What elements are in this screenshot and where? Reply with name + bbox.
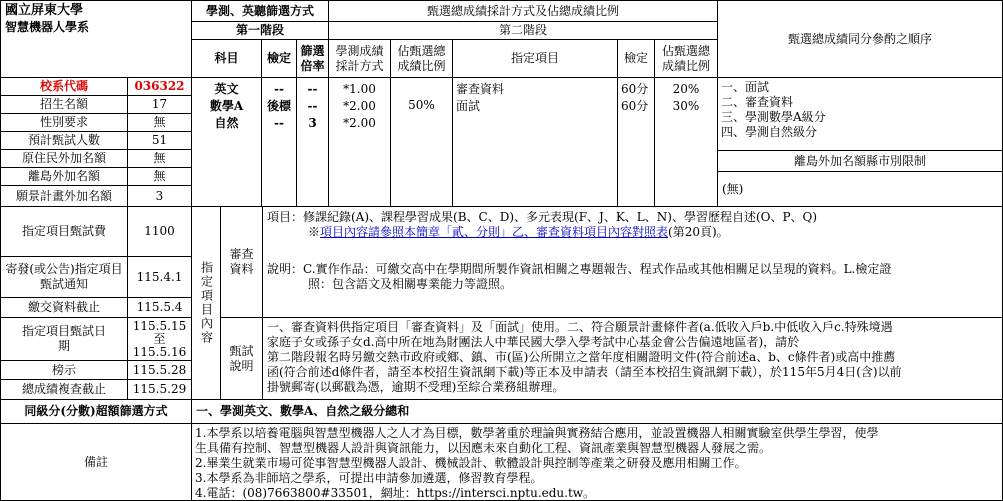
col-pct: 佔甄選總成績比例 xyxy=(390,39,453,78)
col-ratio: 篩選倍率 xyxy=(296,39,329,78)
info-value: 51 xyxy=(127,131,192,150)
island-title: 離島外加名額縣市別限制 xyxy=(717,150,1003,172)
info-label: 原住民外加名額 xyxy=(0,149,128,168)
stage1-checks xyxy=(261,77,297,207)
review-note-link[interactable]: 項目內容請參照本簡章「貳、分則」乙、審查資料項目內容對照表 xyxy=(320,225,669,239)
school-header xyxy=(0,0,192,78)
interview-line: 第二階段報名時另繳交熱市政府或鄉、鎮、市(區)公所開立之當年度相關證明文件(符合前述a、b、c條件者)或高中推薦 xyxy=(267,350,896,364)
deadline-value: 115.5.4 xyxy=(127,297,192,318)
review-note xyxy=(267,225,998,240)
stage2-item: 審查資料 xyxy=(456,82,505,96)
check-value: -- xyxy=(274,82,284,96)
stage1-pct: 50% xyxy=(390,77,453,207)
col-pct2: 佔甄選總成績比例 xyxy=(654,39,718,78)
info-value: 無 xyxy=(127,113,192,132)
ratio-title: 甄選總成績採計方式及佔總成績比例 xyxy=(328,0,718,22)
info-label: 性別要求 xyxy=(0,113,128,132)
fee-label: 指定項目甄試費 xyxy=(0,206,128,257)
stage1-methods xyxy=(328,77,391,207)
notes-content xyxy=(191,423,1003,501)
stage1-subjects xyxy=(191,77,262,207)
exam-date-label: 指定項目甄試日期 xyxy=(0,317,128,361)
info-label: 預計甄試人數 xyxy=(0,131,128,150)
same-level-value: 一、學測英文、數學A、自然之級分總和 xyxy=(191,399,1003,424)
stage2-items xyxy=(452,77,618,207)
check-value: 後標 xyxy=(266,99,291,113)
stage2-check: 60分 xyxy=(621,99,649,113)
release-label: 榜示 xyxy=(0,360,128,380)
designated-vertical-label xyxy=(191,206,221,400)
info-value: 036322 xyxy=(127,77,192,96)
rank-item: 二、審查資料 xyxy=(721,95,794,109)
stage2-checks xyxy=(617,77,655,207)
note-line: 3.本學系為非師培之學系，可提出申請參加遴選，修習教育學程。 xyxy=(195,471,543,485)
review-desc: 照：包含語文及相關專業能力等證照。 xyxy=(308,277,513,291)
col-check: 檢定 xyxy=(261,39,297,78)
rank-title: 甄選總成績同分參酌之順序 xyxy=(717,0,1003,78)
review-desc: 說明：C.實作作品：可繳交高中在學期間所製作資訊相關之專題報告、程式作品或其他相關足以呈現的資料。L.檢定證 xyxy=(267,262,892,276)
info-label: 招生名額 xyxy=(0,95,128,114)
ratio-value: -- xyxy=(307,99,318,113)
method-value: *2.00 xyxy=(343,99,376,113)
note-line: 4.電話：(08)7663800#33501，網址：https://intersci.nptu.edu.tw。 xyxy=(195,486,596,500)
rank-item: 三、學測數學A級分 xyxy=(721,110,826,124)
col-check2: 檢定 xyxy=(617,39,655,78)
rank-order xyxy=(717,77,1003,151)
note-line: 2.畢業生就業市場可從事智慧型機器人設計、機械設計、軟體設計與控制等產業之研發及應用相關工作。 xyxy=(195,456,747,470)
info-value: 3 xyxy=(127,185,192,207)
ratio-value: -- xyxy=(307,82,318,96)
notes-label: 備註 xyxy=(0,423,192,501)
fee-value: 1100 xyxy=(127,206,192,257)
stage2-pct: 30% xyxy=(672,99,700,113)
method-value: *1.00 xyxy=(343,82,376,96)
stage2-title: 第二階段 xyxy=(328,21,718,40)
rank-item: 一、面試 xyxy=(721,80,770,94)
stage2-pcts xyxy=(654,77,718,207)
review-content xyxy=(262,206,1003,318)
subject-name: 英文 xyxy=(214,82,239,96)
review-note-suffix: (第20頁)。 xyxy=(668,225,729,239)
review-label: 審查資料 xyxy=(220,206,263,318)
designated-vertical-text: 指定項目內容 xyxy=(199,261,214,345)
col-subject: 科目 xyxy=(191,39,262,78)
rank-item: 四、學測自然級分 xyxy=(721,125,818,139)
exam-date-value: 115.5.15 至 115.5.16 xyxy=(127,317,192,361)
interview-label: 甄試說明 xyxy=(220,317,263,400)
interview-line: 家庭子女或孫子女d.高中所在地為財團法人中華民國大學入學考試中心基金會公告偏遠地區者)，請於 xyxy=(267,335,800,349)
note-line: 生具備有控制、智慧型機器人設計與資訊能力，以因應未來自動化工程、資訊產業與智慧型機器人發展之需。 xyxy=(195,441,772,455)
notice-value: 115.4.1 xyxy=(127,256,192,298)
school-name: 國立屏東大學 xyxy=(5,3,84,18)
stage2-check: 60分 xyxy=(621,82,649,96)
note-line: 1.本學系以培養電腦與智慧型機器人之人才為目標，數學著重於理論與實務結合應用，並設置機器人相關實驗室供學生學習，使學 xyxy=(195,426,879,440)
review-items: 項目：修課紀錄(A)、課程學習成果(B、C、D)、多元表現(F、J、K、L、N)、學習歷程自述(O、P、Q) xyxy=(267,210,818,224)
ratio-value: 3 xyxy=(308,116,317,130)
interview-line: 函(符合前述d條件者，請至本校招生資訊網下載)等正本及申請表（請至本校招生資訊網下載），於115年5月4日(含)以前 xyxy=(267,365,902,379)
info-value: 無 xyxy=(127,167,192,186)
info-label: 願景計畫外加名額 xyxy=(0,185,128,207)
col-item: 指定項目 xyxy=(452,39,618,78)
review-note-prefix: ※ xyxy=(308,225,321,239)
deadline-label: 繳交資料截止 xyxy=(0,297,128,318)
stage2-item: 面試 xyxy=(456,99,481,113)
info-value: 無 xyxy=(127,149,192,168)
notice-label: 寄發(或公告)指定項目甄試通知 xyxy=(0,256,128,298)
stage1-title: 第一階段 xyxy=(191,21,329,40)
info-label: 離島外加名額 xyxy=(0,167,128,186)
interview-line: 掛號郵寄(以郵戳為憑，逾期不受理)至綜合業務組辦理。 xyxy=(267,380,565,394)
interview-content xyxy=(262,317,1003,400)
recheck-value: 115.5.29 xyxy=(127,379,192,400)
interview-line: 一、審查資料供指定項目「審查資料」及「面試」使用。二、符合願景計畫條件者(a.低收入戶b.中低收入戶c.特殊境遇 xyxy=(267,320,893,334)
release-value: 115.5.28 xyxy=(127,360,192,380)
info-value: 17 xyxy=(127,95,192,114)
info-label: 校系代碼 xyxy=(0,77,128,96)
island-value: (無) xyxy=(717,171,1003,207)
recheck-label: 總成績複查截止 xyxy=(0,379,128,400)
same-level-label: 同級分(分數)超額篩選方式 xyxy=(0,399,192,424)
col-method: 學測成績採計方式 xyxy=(328,39,391,78)
stage1-ratios xyxy=(296,77,329,207)
method-value: *2.00 xyxy=(343,116,376,130)
stage2-pct: 20% xyxy=(672,82,700,96)
check-value: -- xyxy=(274,116,284,130)
subjects-title: 學測、英聽篩選方式 xyxy=(191,0,329,22)
department-name: 智慧機器人學系 xyxy=(5,20,90,34)
subject-name: 數學A xyxy=(209,99,244,113)
subject-name: 自然 xyxy=(214,116,239,130)
